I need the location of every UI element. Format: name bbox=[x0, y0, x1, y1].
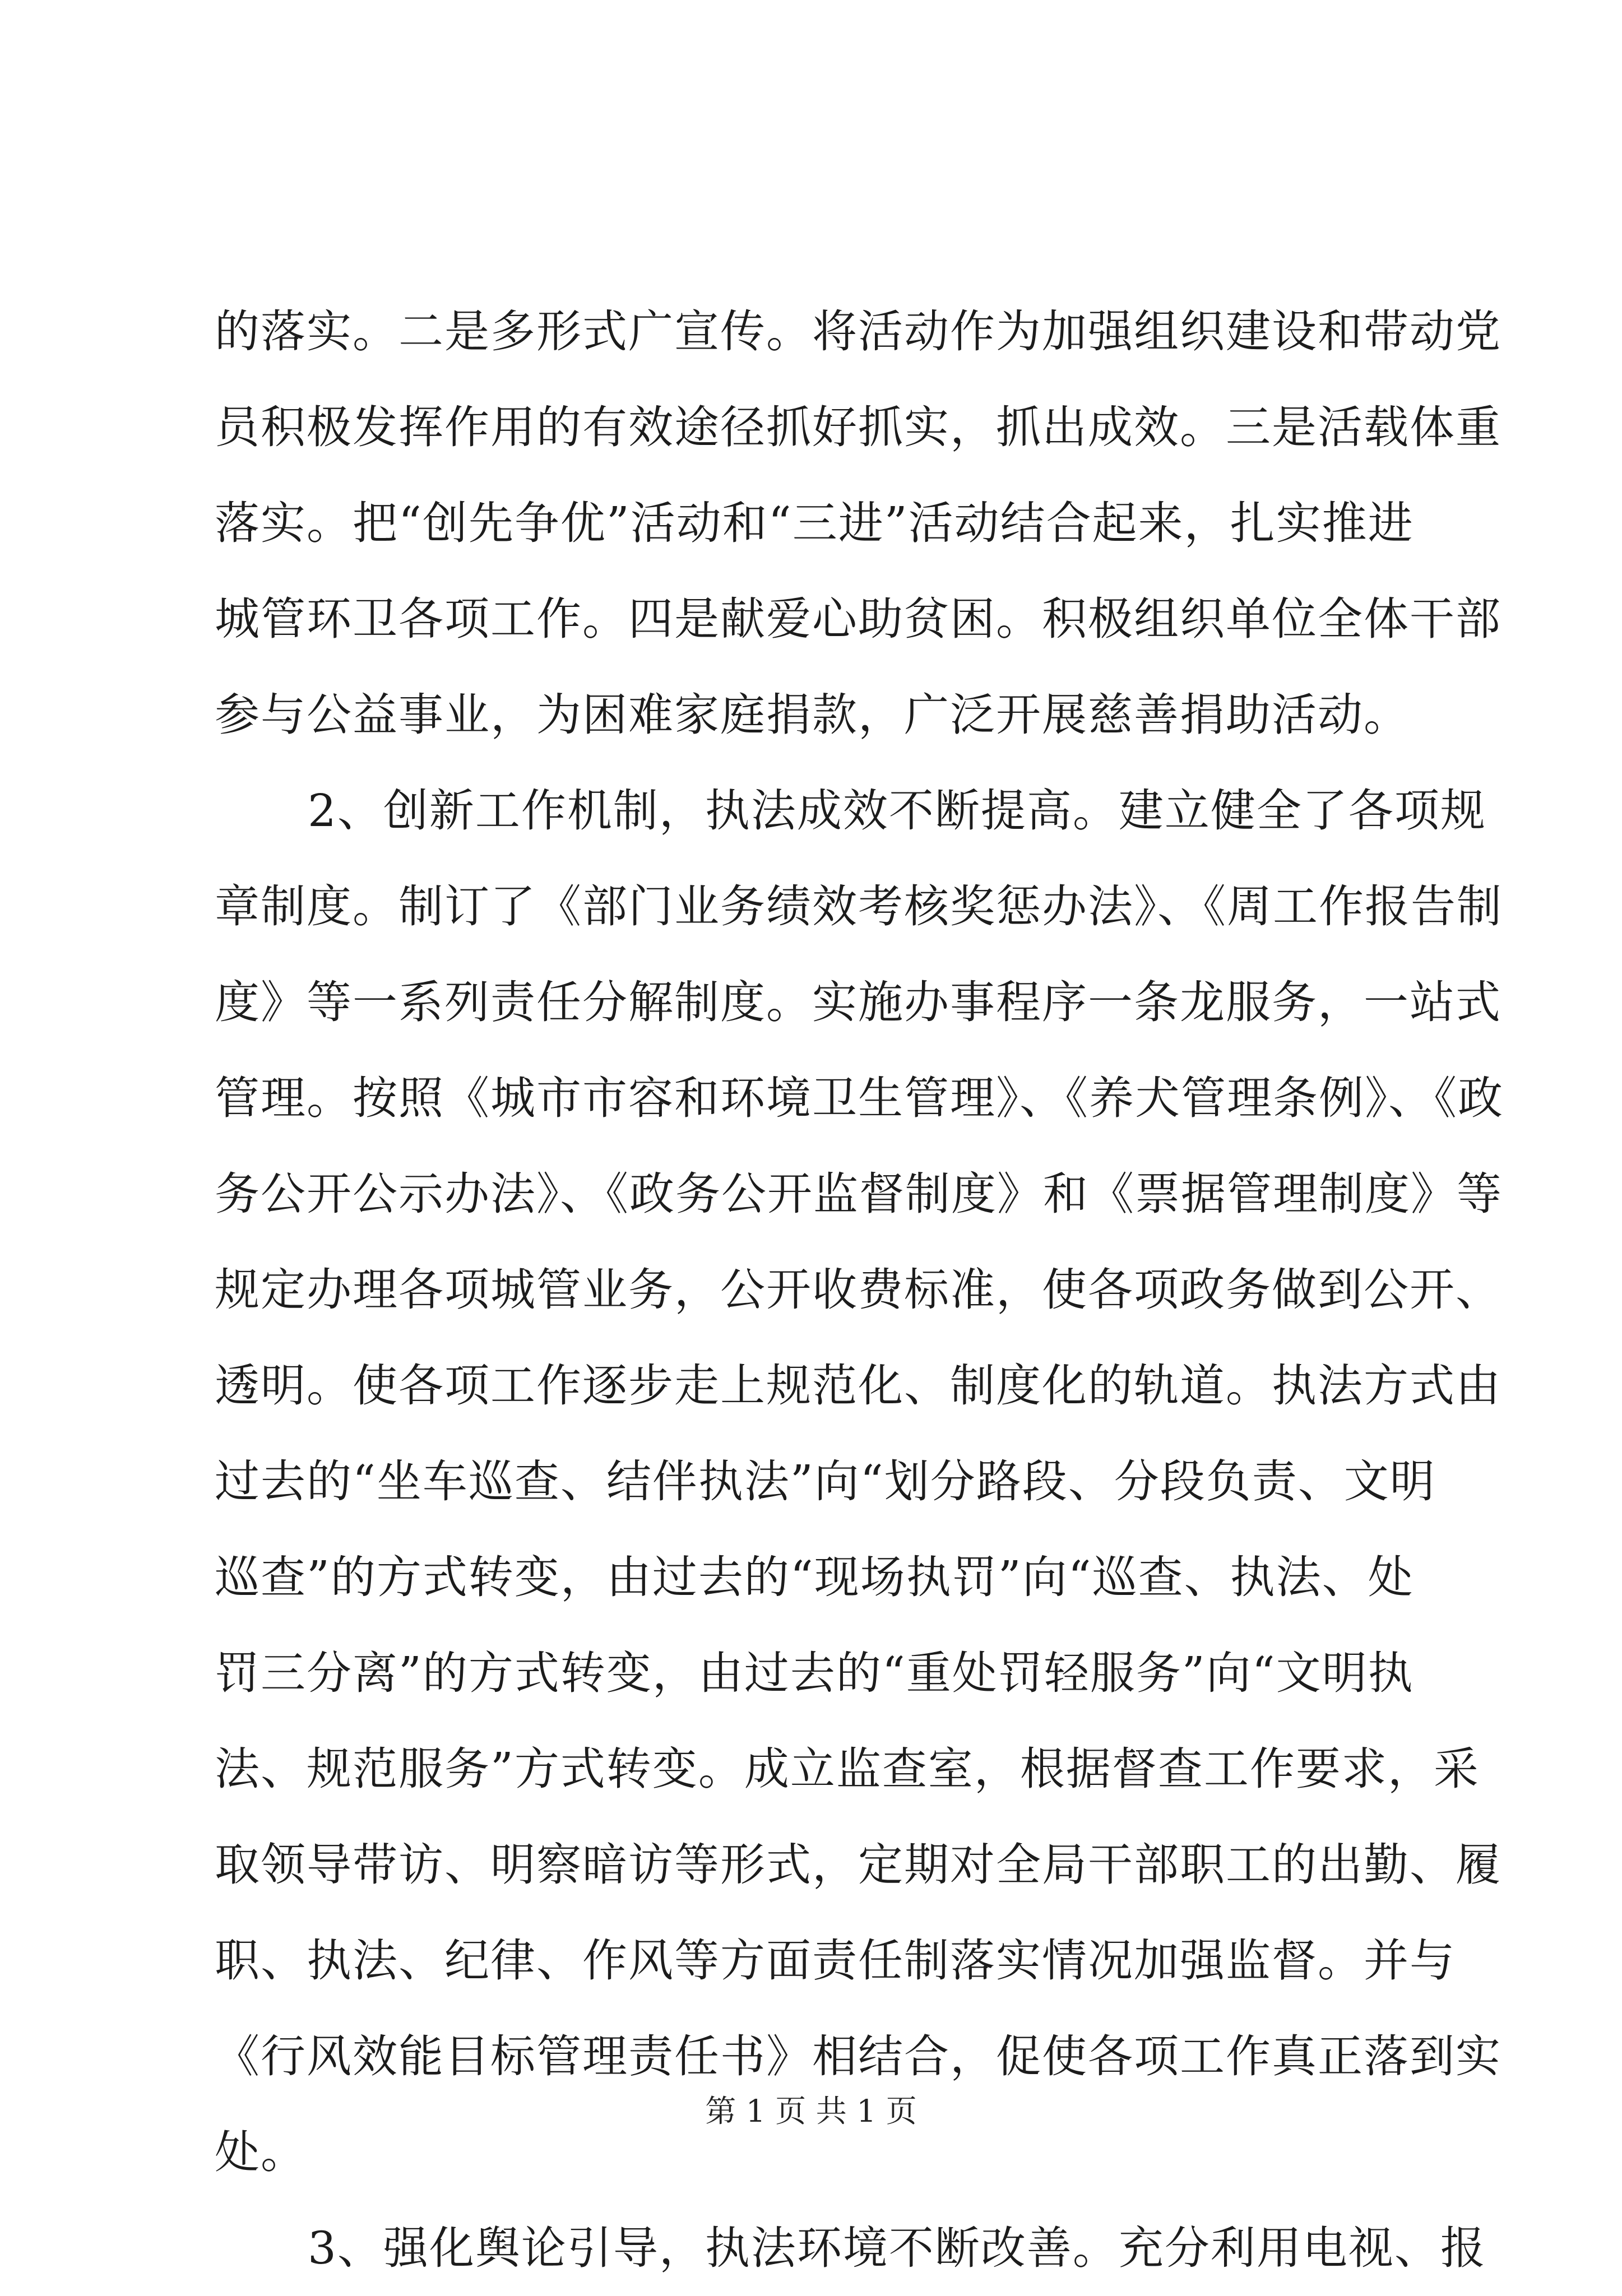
paragraph-line: 法、规范服务”方式转变。成立监查室，根据督查工作要求，采 bbox=[215, 1743, 1480, 1795]
paragraph-line: 管理。按照《城市市容和环境卫生管理》、《养犬管理条例》、《政 bbox=[215, 1072, 1504, 1124]
paragraph-line: 章制度。制订了《部门业务绩效考核奖惩办法》、《周工作报告制 bbox=[215, 880, 1503, 933]
paragraph-line: 落实。把“创先争优”活动和“三进”活动结合起来，扎实推进 bbox=[215, 497, 1414, 549]
paragraph-line: 度》等一系列责任分解制度。实施办事程序一条龙服务，一站式 bbox=[215, 976, 1501, 1028]
paragraph-line: 处。 bbox=[215, 2126, 307, 2178]
paragraph-line: 务公开公示办法》、《政务公开监督制度》和《票据管理制度》等 bbox=[215, 1168, 1503, 1220]
paragraph-line: 罚三分离”的方式转变，由过去的“重处罚轻服务”向“文明执 bbox=[215, 1647, 1414, 1699]
paragraph-line: 《行风效能目标管理责任书》相结合，促使各项工作真正落到实 bbox=[215, 2030, 1501, 2082]
paragraph-line: 城管环卫各项工作。四是献爱心助贫困。积极组织单位全体干部 bbox=[215, 593, 1501, 645]
paragraph-line: 员积极发挥作用的有效途径抓好抓实，抓出成效。三是活载体重 bbox=[215, 401, 1501, 453]
paragraph-2-first-line: 2、创新工作机制，执法成效不断提高。建立健全了各项规 bbox=[308, 785, 1486, 837]
paragraph-line: 参与公益事业，为困难家庭捐款，广泛开展慈善捐助活动。 bbox=[215, 689, 1410, 741]
paragraph-line: 的落实。二是多形式广宣传。将活动作为加强组织建设和带动党 bbox=[215, 305, 1501, 358]
paragraph-3-first-line: 3、强化舆论引导，执法环境不断改善。充分利用电视、报 bbox=[308, 2222, 1486, 2274]
paragraph-line: 巡查”的方式转变，由过去的“现场执罚”向“巡查、执法、处 bbox=[215, 1551, 1414, 1603]
paragraph-line: 过去的“坐车巡查、结伴执法”向“划分路段、分段负责、文明 bbox=[215, 1455, 1436, 1508]
paragraph-line: 规定办理各项城管业务，公开收费标准，使各项政务做到公开、 bbox=[215, 1264, 1501, 1316]
page-number-footer: 第 1 页 共 1 页 bbox=[705, 2093, 917, 2129]
paragraph-line: 透明。使各项工作逐步走上规范化、制度化的轨道。执法方式由 bbox=[215, 1360, 1501, 1412]
paragraph-line: 职、执法、纪律、作风等方面责任制落实情况加强监督。并与 bbox=[215, 1935, 1456, 1987]
document-body bbox=[215, 284, 1504, 2296]
paragraph-line: 取领导带访、明察暗访等形式，定期对全局干部职工的出勤、履 bbox=[215, 1839, 1501, 1891]
